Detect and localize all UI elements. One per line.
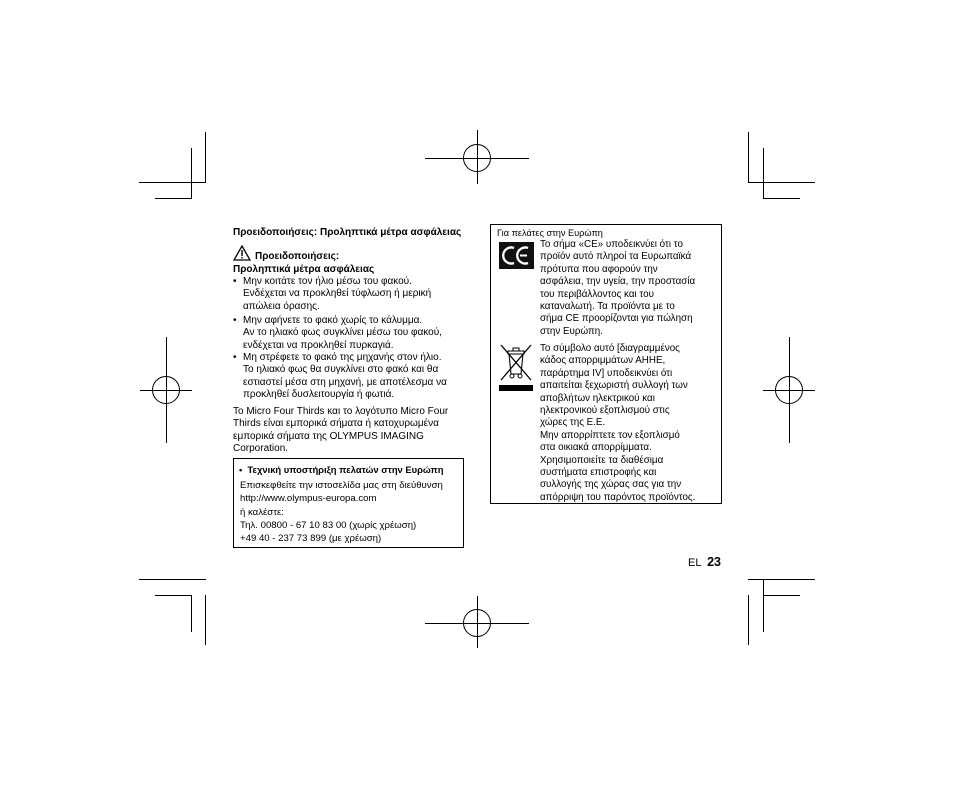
page-number: 23 — [707, 555, 722, 569]
list-item: Μην αφήνετε το φακό χωρίς το κάλυμμα. Αν το ηλιακό φως συγκλίνει μέσω του φακού, ενδέχεται να προκληθεί πυρκαγιά. — [243, 315, 442, 351]
page-footer — [688, 555, 721, 569]
warning-subtitle: Προληπτικά μέτρα ασφάλειας — [233, 264, 375, 275]
list-item: • — [233, 352, 237, 363]
europe-title: Για πελάτες στην Ευρώπη — [497, 228, 603, 238]
list-item: • — [233, 276, 237, 287]
phone-paid: +49 40 - 237 73 899 (με χρέωση) — [240, 533, 382, 545]
language-code: EL — [688, 557, 702, 569]
list-item: • — [233, 315, 237, 326]
crossed-bin-icon — [499, 343, 533, 393]
support-title: • Τεχνική υποστήριξη πελατών στην Ευρώπη — [239, 464, 444, 475]
list-item: Μη στρέφετε το φακό της μηχανής στον ήλιο. Το ηλιακό φως θα συγκλίνει στο φακό και θα εστιαστεί μέσα στη μηχανή, με αποτέλεσμα να προκληθεί δυσλειτουργία ή φωτιά. — [243, 352, 447, 401]
section-heading: Προειδοποιήσεις: Προληπτικά μέτρα ασφάλειας — [233, 227, 462, 238]
list-item: Μην κοιτάτε τον ήλιο μέσω του φακού. Ενδέχεται να προκληθεί τύφλωση ή μερική απώλεια όρασης. — [243, 276, 432, 312]
support-url[interactable]: http://www.olympus-europa.com — [240, 493, 377, 505]
europe-notice-box — [490, 224, 722, 504]
ce-description: Το σήμα «CE» υποδεικνύει ότι το προϊόν αυτό πληροί τα Ευρωπαϊκά πρότυπα που αφορούν την ασφάλεια, την υγεία, την προστασία του περιβάλλοντος και του καταναλωτή. Τα προϊόντα με το σήμα CE προορίζονται για πώληση στην Ευρώπη. — [540, 239, 696, 337]
trademark-notice: Το Micro Four Thirds και το λογότυπο Micro Four Thirds είναι εμπορικά σήματα ή κατοχυρωμένα εμπορικά σήματα της OLYMPUS IMAGING Corporation. — [233, 406, 449, 455]
warning-triangle-icon — [233, 245, 251, 261]
ce-mark-icon — [499, 242, 534, 269]
warning-title: Προειδοποιήσεις: — [255, 251, 340, 262]
weee-description: Το σύμβολο αυτό [διαγραμμένος κάδος απορριμμάτων ΑΗΗΕ, παράρτημα IV] υποδεικνύει ότι απαιτείται ξεχωριστή συλλογή των αποβλήτων ηλεκτρικού και ηλεκτρονικού εξοπλισμού στις χώρες της Ε.Ε. Μην απορρίπτετε τον εξοπλισμό στα οικιακά απορρίμματα. Χρησιμοποιείτε τα διαθέσιμα συστήματα επιστροφής και συλλογής της χώρας σας για την απόρριψη του παρόντος προϊόντος. — [540, 343, 696, 503]
support-box — [233, 458, 464, 548]
support-contact: Επισκεφθείτε την ιστοσελίδα μας στη διεύθυνση http://www.olympus-europa.com ή καλέστε: Τηλ. 00800 - 67 10 83 00 (χωρίς χρέωση) +49 40 - 237 73 899 (με χρέωση) — [240, 480, 443, 545]
phone-free: Τηλ. 00800 - 67 10 83 00 (χωρίς χρέωση) — [240, 519, 417, 531]
